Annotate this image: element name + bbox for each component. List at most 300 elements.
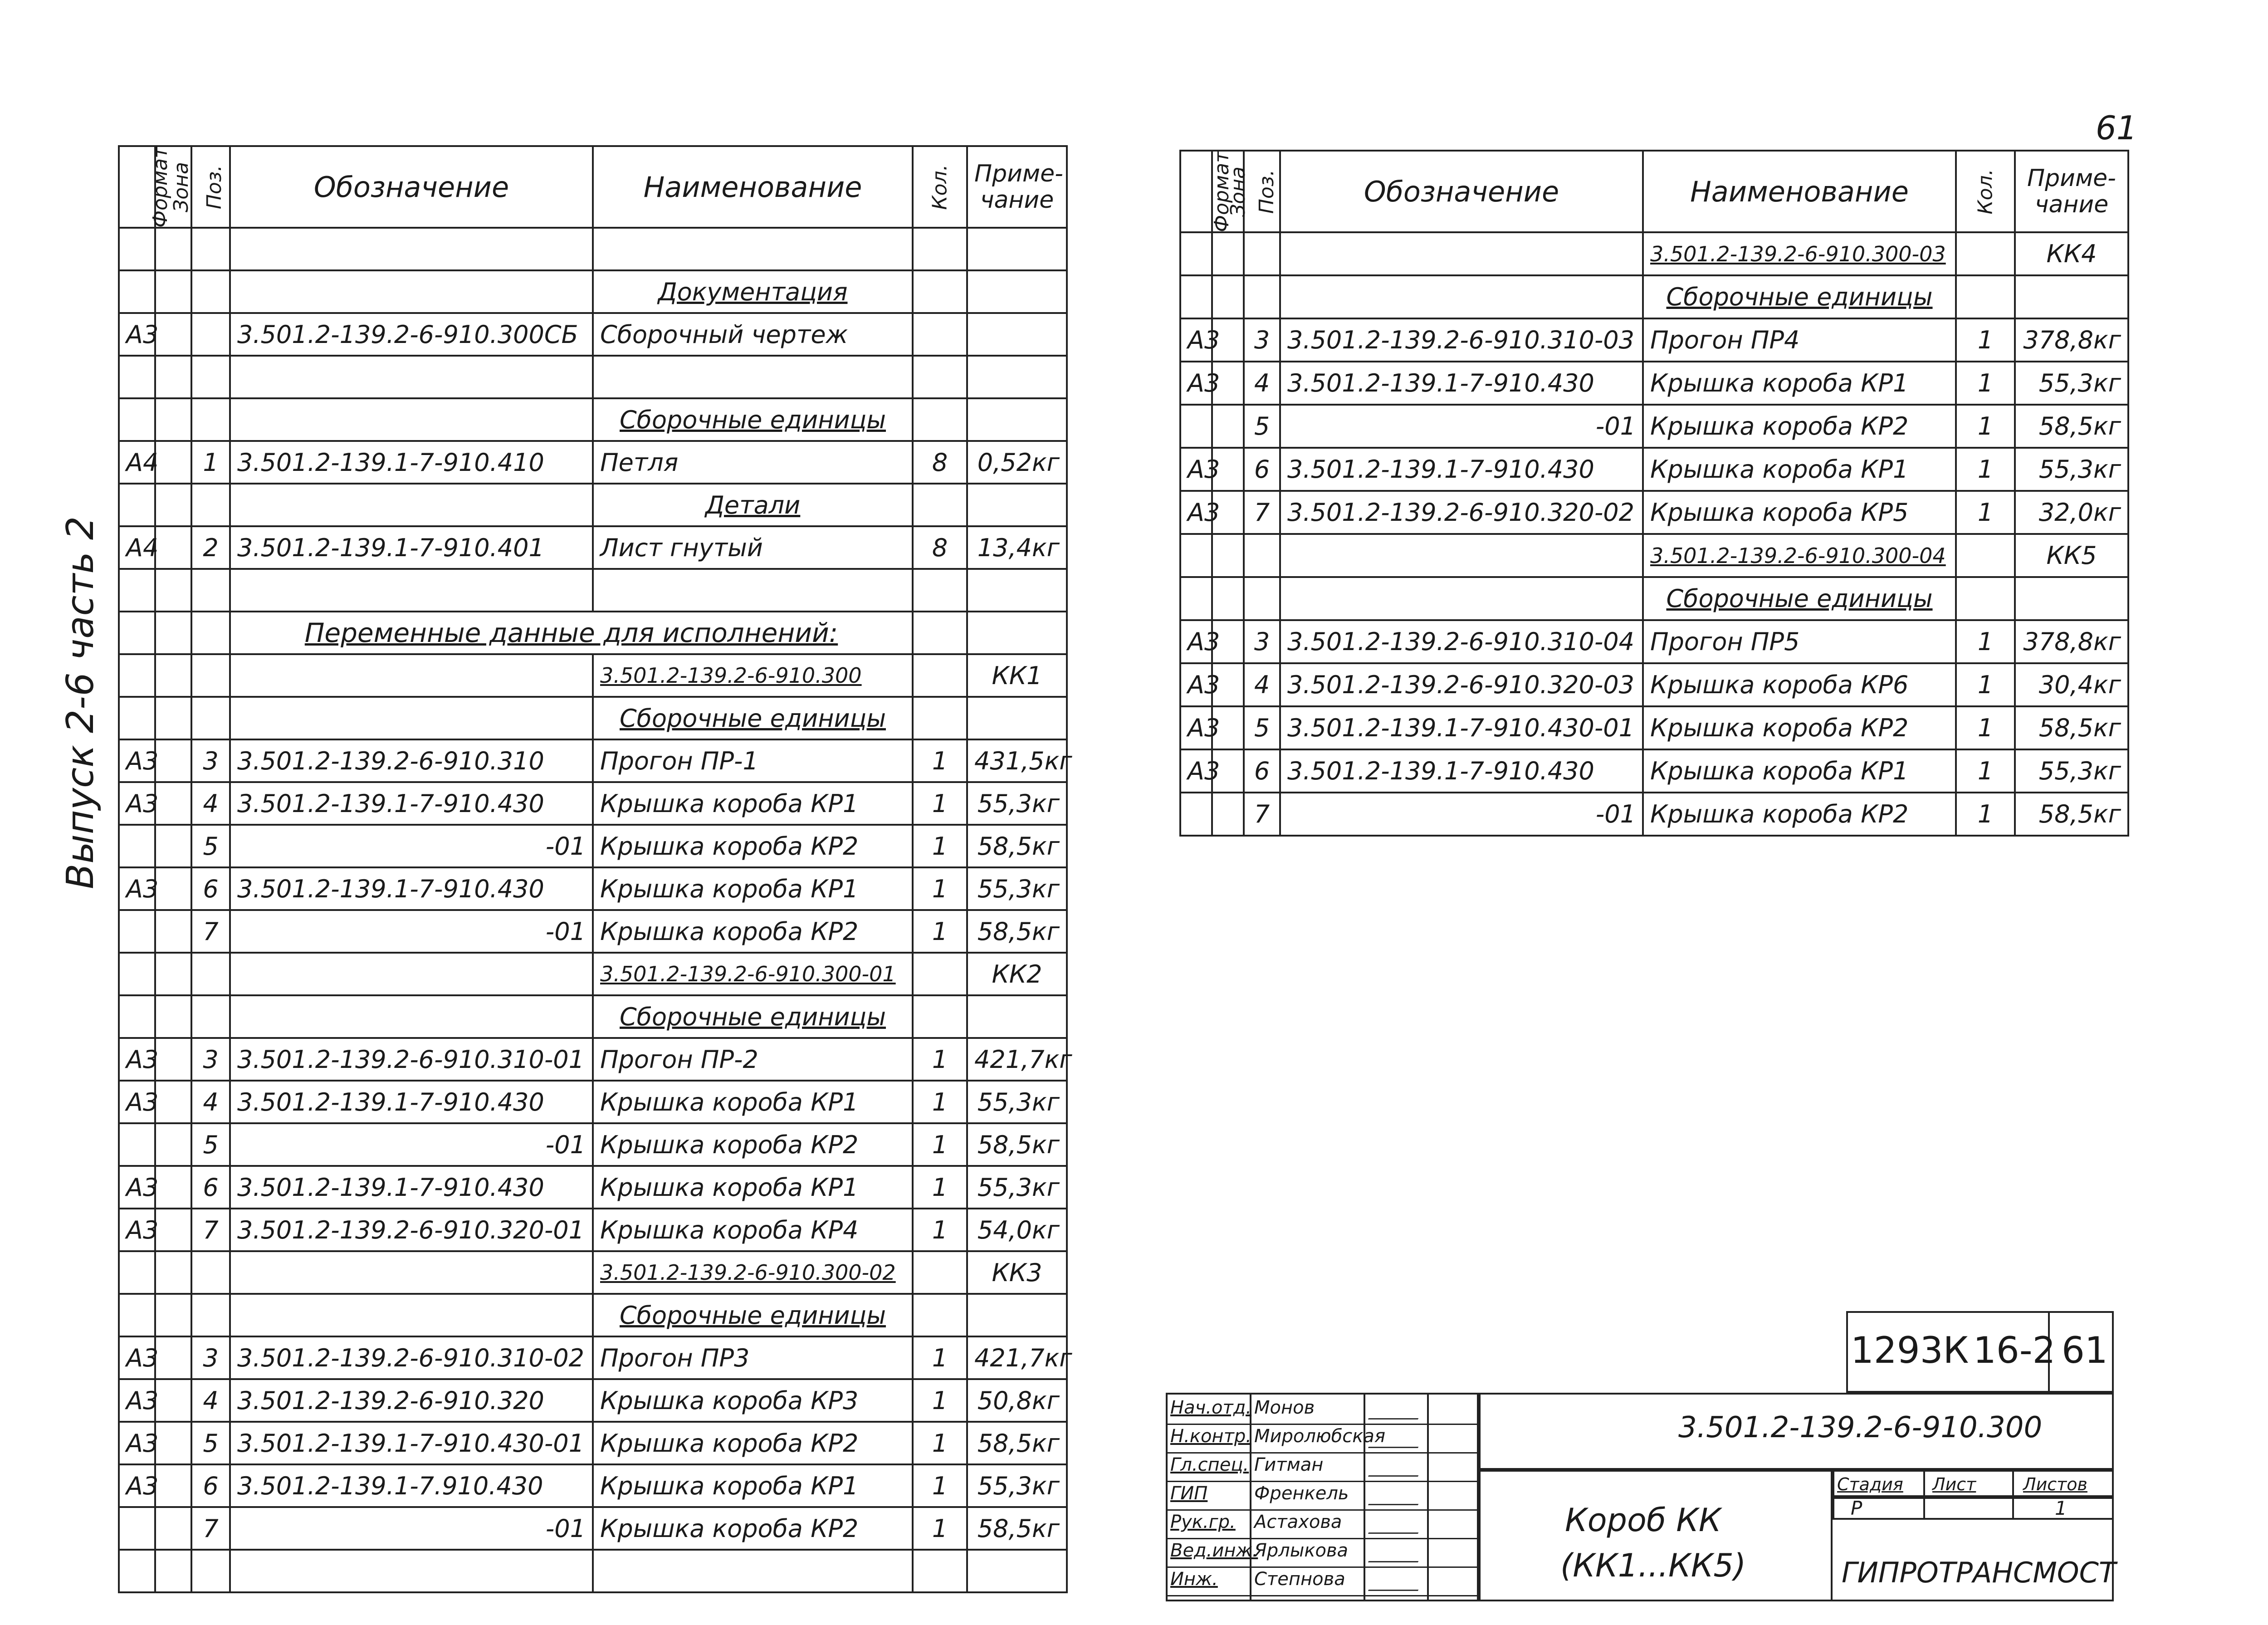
cell-designation: 3.501.2-139.2-6-910.320-01 <box>230 1209 593 1251</box>
table-row <box>119 825 1067 867</box>
cell-pos <box>191 654 230 697</box>
cell-pos <box>191 953 230 995</box>
cell-pos: 6 <box>1244 749 1280 793</box>
table-row <box>119 270 1067 313</box>
cell-note: 58,5кг <box>967 910 1067 953</box>
cell-qty: 1 <box>913 867 967 910</box>
signature-mark <box>1368 1430 1426 1448</box>
cell-note: 378,8кг <box>2015 620 2128 663</box>
cell-designation: 3.501.2-139.2-6-910.310-02 <box>230 1336 593 1379</box>
cell-name: Крышка короба КР5 <box>1643 491 1956 534</box>
cell-format <box>119 228 155 270</box>
cell-qty <box>913 1550 967 1592</box>
cell-name: Крышка короба КР4 <box>593 1209 913 1251</box>
cell-format <box>119 612 155 654</box>
cell-name: Прогон ПР-2 <box>593 1038 913 1081</box>
cell-qty <box>1956 275 2015 318</box>
cell-name: 3.501.2-139.2-6-910.300-02 <box>593 1251 913 1294</box>
cell-zone <box>155 1422 191 1464</box>
cell-qty <box>1956 534 2015 577</box>
cell-pos: 7 <box>191 910 230 953</box>
cell-pos: 6 <box>191 867 230 910</box>
cell-designation: 3.501.2-139.1-7-910.430 <box>230 867 593 910</box>
cell-format: А3 <box>1180 448 1212 491</box>
cell-designation: -01 <box>1280 793 1643 836</box>
signature-mark <box>1368 1545 1426 1562</box>
cell-zone <box>155 1166 191 1209</box>
table-row <box>1180 405 2128 448</box>
table-row <box>1180 232 2128 275</box>
cell-qty <box>913 1251 967 1294</box>
table-row <box>1180 620 2128 663</box>
cell-note: КК5 <box>2015 534 2128 577</box>
cell-pos <box>191 356 230 398</box>
cell-pos <box>191 995 230 1038</box>
stage-value: Р <box>1851 1497 1862 1519</box>
table-row <box>119 1294 1067 1336</box>
table-row <box>119 867 1067 910</box>
cell-format: А3 <box>119 1464 155 1507</box>
cell-name: Прогон ПР3 <box>593 1336 913 1379</box>
table-row <box>1180 275 2128 318</box>
table-row <box>1180 706 2128 749</box>
cell-zone <box>155 356 191 398</box>
table-row <box>119 398 1067 441</box>
cell-zone <box>1212 232 1244 275</box>
cell-designation <box>1280 275 1643 318</box>
left-spec-body <box>119 228 1072 1592</box>
cell-pos <box>191 569 230 612</box>
cell-qty: 1 <box>1956 749 2015 793</box>
cell-format: А3 <box>1180 318 1212 362</box>
cell-pos: 7 <box>1244 793 1280 836</box>
cell-zone <box>155 526 191 569</box>
stamp-person-name: Астахова <box>1254 1512 1342 1532</box>
cell-name: Сборочные единицы <box>1643 275 1956 318</box>
cell-designation: 3.501.2-139.2-6-910.300СБ <box>230 313 593 356</box>
cell-name: Крышка короба КР1 <box>1643 749 1956 793</box>
cell-name <box>593 1550 913 1592</box>
cell-qty: 1 <box>913 1209 967 1251</box>
cell-note: КК2 <box>967 953 1067 995</box>
cell-pos: 4 <box>191 1081 230 1123</box>
table-row <box>119 1038 1067 1081</box>
col-format: Формат <box>1180 151 1212 232</box>
cell-qty: 1 <box>913 1336 967 1379</box>
cell-designation <box>230 270 593 313</box>
cell-qty: 1 <box>913 1123 967 1166</box>
table-row <box>119 782 1067 825</box>
cell-note: 58,5кг <box>967 1123 1067 1166</box>
cell-pos <box>191 697 230 739</box>
cell-format <box>119 1251 155 1294</box>
cell-qty <box>913 484 967 526</box>
table-row <box>119 1209 1067 1251</box>
table-row <box>1180 448 2128 491</box>
cell-format: А3 <box>119 1081 155 1123</box>
cell-format <box>119 825 155 867</box>
cell-note <box>967 1550 1067 1592</box>
sheet-no: 1 <box>2055 1497 2067 1519</box>
cell-note: 58,5кг <box>2015 706 2128 749</box>
cell-zone <box>155 1081 191 1123</box>
cell-name: 3.501.2-139.2-6-910.300-01 <box>593 953 913 995</box>
cell-note <box>967 228 1067 270</box>
album-issue: 16-2 <box>1973 1329 2056 1371</box>
cell-qty: 1 <box>913 1464 967 1507</box>
cell-name: 3.501.2-139.2-6-910.300-04 <box>1643 534 1956 577</box>
cell-pos: 4 <box>191 1379 230 1422</box>
cell-note: 431,5кг <box>967 739 1067 782</box>
signature-mark <box>1368 1516 1426 1534</box>
cell-designation <box>230 1251 593 1294</box>
cell-pos <box>191 398 230 441</box>
stamp-role: ГИП <box>1170 1483 1208 1504</box>
cell-name: Лист гнутый <box>593 526 913 569</box>
cell-note <box>967 313 1067 356</box>
cell-pos: 6 <box>1244 448 1280 491</box>
cell-format: А3 <box>1180 362 1212 405</box>
cell-format <box>1180 275 1212 318</box>
cell-zone <box>1212 534 1244 577</box>
cell-name: Крышка короба КР2 <box>1643 793 1956 836</box>
cell-zone <box>1212 793 1244 836</box>
cell-zone <box>155 569 191 612</box>
album-sheet: 61 <box>2062 1329 2108 1371</box>
cell-zone <box>155 1251 191 1294</box>
cell-qty <box>913 654 967 697</box>
stamp-person-name: Френкель <box>1254 1483 1349 1504</box>
cell-note: 13,4кг <box>967 526 1067 569</box>
cell-qty <box>913 356 967 398</box>
cell-qty: 1 <box>913 1166 967 1209</box>
cell-span-heading: Переменные данные для исполнений: <box>230 612 913 654</box>
cell-name: Крышка короба КР1 <box>593 1166 913 1209</box>
cell-qty <box>913 569 967 612</box>
right-spec-table <box>1179 150 2129 837</box>
signature-mark <box>1368 1402 1426 1419</box>
cell-pos <box>191 313 230 356</box>
table-row <box>119 569 1067 612</box>
cell-designation: -01 <box>230 825 593 867</box>
table-row <box>1180 318 2128 362</box>
cell-designation <box>230 356 593 398</box>
cell-pos <box>1244 534 1280 577</box>
table-row <box>119 484 1067 526</box>
cell-pos <box>191 1550 230 1592</box>
side-note: Выпуск 2-6 часть 2 <box>59 516 102 889</box>
cell-qty: 1 <box>1956 706 2015 749</box>
cell-format <box>119 398 155 441</box>
cell-pos <box>1244 275 1280 318</box>
cell-designation: 3.501.2-139.2-6-910.320-02 <box>1280 491 1643 534</box>
cell-note: КК4 <box>2015 232 2128 275</box>
cell-format: А3 <box>119 1379 155 1422</box>
cell-name: Крышка короба КР2 <box>1643 706 1956 749</box>
table-row <box>1180 793 2128 836</box>
cell-designation: 3.501.2-139.1-7-910.401 <box>230 526 593 569</box>
cell-pos <box>191 270 230 313</box>
cell-qty: 1 <box>913 1379 967 1422</box>
cell-qty: 1 <box>1956 318 2015 362</box>
cell-qty: 8 <box>913 526 967 569</box>
cell-format <box>1180 793 1212 836</box>
col-note: Приме-чание <box>2015 151 2128 232</box>
cell-pos: 7 <box>191 1507 230 1550</box>
cell-qty: 1 <box>913 910 967 953</box>
col-format: Формат <box>119 146 155 228</box>
cell-format <box>1180 534 1212 577</box>
cell-qty <box>913 398 967 441</box>
table-row <box>119 1251 1067 1294</box>
cell-name: 3.501.2-139.2-6-910.300-03 <box>1643 232 1956 275</box>
table-row <box>119 1379 1067 1422</box>
cell-format: А3 <box>1180 620 1212 663</box>
cell-designation <box>1280 534 1643 577</box>
col-name: Наименование <box>593 146 913 228</box>
cell-format: А3 <box>119 1422 155 1464</box>
cell-designation: 3.501.2-139.2-6-910.320 <box>230 1379 593 1422</box>
cell-zone <box>155 1038 191 1081</box>
cell-designation: -01 <box>1280 405 1643 448</box>
cell-name <box>593 356 913 398</box>
cell-designation: 3.501.2-139.2-6-910.310-03 <box>1280 318 1643 362</box>
cell-designation: 3.501.2-139.1-7-910.430 <box>1280 448 1643 491</box>
cell-pos: 4 <box>1244 362 1280 405</box>
cell-name: Сборочные единицы <box>593 398 913 441</box>
cell-pos: 1 <box>191 441 230 484</box>
stamp-role: Гл.спец. <box>1170 1454 1249 1475</box>
cell-format: А3 <box>1180 749 1212 793</box>
stamp-role: Н.контр. <box>1170 1426 1251 1447</box>
header-row <box>1180 151 2128 232</box>
cell-name: Крышка короба КР2 <box>1643 405 1956 448</box>
cell-note: 55,3кг <box>967 1081 1067 1123</box>
cell-qty <box>913 995 967 1038</box>
col-note: Приме-чание <box>967 146 1067 228</box>
signature-mark <box>1368 1459 1426 1477</box>
cell-designation: 3.501.2-139.1-7-910.430-01 <box>230 1422 593 1464</box>
table-row <box>119 228 1067 270</box>
cell-name: Крышка короба КР3 <box>593 1379 913 1422</box>
cell-designation <box>230 484 593 526</box>
cell-designation: -01 <box>230 1507 593 1550</box>
cell-name: Сборочные единицы <box>593 697 913 739</box>
col-designation: Обозначение <box>230 146 593 228</box>
cell-format <box>119 995 155 1038</box>
cell-name: Крышка короба КР2 <box>593 825 913 867</box>
cell-format: А3 <box>1180 663 1212 706</box>
cell-name: Детали <box>593 484 913 526</box>
cell-zone <box>155 739 191 782</box>
cell-zone <box>155 1507 191 1550</box>
cell-note: 30,4кг <box>2015 663 2128 706</box>
cell-note <box>2015 275 2128 318</box>
table-row <box>119 1081 1067 1123</box>
cell-designation: 3.501.2-139.1-7-910.410 <box>230 441 593 484</box>
cell-note: 58,5кг <box>967 1422 1067 1464</box>
table-row <box>119 953 1067 995</box>
signature-mark <box>1368 1573 1426 1591</box>
cell-qty <box>913 953 967 995</box>
cell-note <box>2015 577 2128 620</box>
col-pos: Поз. <box>191 146 230 228</box>
cell-format <box>119 1294 155 1336</box>
cell-note: КК1 <box>967 654 1067 697</box>
cell-qty: 1 <box>913 782 967 825</box>
cell-qty <box>913 313 967 356</box>
stamp-row-line <box>1166 1481 1479 1482</box>
cell-qty: 1 <box>1956 620 2015 663</box>
cell-name: Документация <box>593 270 913 313</box>
cell-pos: 7 <box>1244 491 1280 534</box>
cell-note: 50,8кг <box>967 1379 1067 1422</box>
cell-designation <box>230 654 593 697</box>
cell-zone <box>155 1209 191 1251</box>
cell-pos: 6 <box>191 1464 230 1507</box>
stamp-person-name: Гитман <box>1254 1454 1324 1475</box>
cell-format <box>119 953 155 995</box>
cell-qty <box>1956 577 2015 620</box>
cell-designation: 3.501.2-139.2-6-910.310 <box>230 739 593 782</box>
stamp-row-line <box>1166 1452 1479 1454</box>
cell-note: 58,5кг <box>2015 405 2128 448</box>
cell-name: Сборочные единицы <box>593 995 913 1038</box>
cell-qty: 1 <box>913 739 967 782</box>
sheets-label: Листов <box>2023 1474 2087 1494</box>
cell-zone <box>155 782 191 825</box>
cell-zone <box>155 612 191 654</box>
stamp-role: Вед.инж. <box>1170 1540 1258 1561</box>
cell-designation <box>1280 232 1643 275</box>
cell-format: А4 <box>119 441 155 484</box>
cell-format: А3 <box>1180 491 1212 534</box>
stage-label: Стадия <box>1837 1474 1903 1494</box>
cell-zone <box>155 1464 191 1507</box>
cell-pos: 3 <box>191 1336 230 1379</box>
table-row <box>119 995 1067 1038</box>
cell-zone <box>155 398 191 441</box>
table-row <box>119 739 1067 782</box>
cell-zone <box>1212 405 1244 448</box>
cell-designation <box>230 1550 593 1592</box>
col-qty: Кол. <box>913 146 967 228</box>
cell-name: Крышка короба КР2 <box>593 1422 913 1464</box>
cell-pos <box>1244 577 1280 620</box>
table-row <box>119 1336 1067 1379</box>
cell-format <box>119 569 155 612</box>
cell-designation <box>230 697 593 739</box>
cell-qty: 1 <box>1956 448 2015 491</box>
cell-pos <box>191 484 230 526</box>
page-number: 61 <box>2096 109 2137 147</box>
cell-pos <box>191 1294 230 1336</box>
cell-zone <box>155 441 191 484</box>
cell-name: Крышка короба КР2 <box>593 1507 913 1550</box>
signature-mark <box>1368 1488 1426 1505</box>
cell-name: Сборочные единицы <box>1643 577 1956 620</box>
cell-zone <box>155 697 191 739</box>
cell-note: 55,3кг <box>967 1166 1067 1209</box>
table-row <box>1180 663 2128 706</box>
cell-designation: -01 <box>230 910 593 953</box>
stamp-person-name: Миролюбская <box>1254 1426 1386 1447</box>
cell-designation: 3.501.2-139.1-7-910.430-01 <box>1280 706 1643 749</box>
table-row <box>119 526 1067 569</box>
cell-name: Крышка короба КР1 <box>1643 362 1956 405</box>
cell-qty: 1 <box>1956 362 2015 405</box>
cell-name: Прогон ПР5 <box>1643 620 1956 663</box>
cell-zone <box>155 484 191 526</box>
cell-designation: 3.501.2-139.1-7-910.430 <box>1280 362 1643 405</box>
cell-note: КК3 <box>967 1251 1067 1294</box>
table-row <box>1180 577 2128 620</box>
cell-designation: 3.501.2-139.1-7-910.430 <box>230 1081 593 1123</box>
cell-zone <box>155 995 191 1038</box>
stamp-role: Инж. <box>1170 1569 1218 1590</box>
cell-qty <box>913 697 967 739</box>
cell-pos: 3 <box>1244 620 1280 663</box>
cell-pos: 3 <box>191 739 230 782</box>
col-pos: Поз. <box>1244 151 1280 232</box>
cell-pos: 5 <box>191 1422 230 1464</box>
cell-name: Крышка короба КР1 <box>1643 448 1956 491</box>
cell-note <box>967 612 1067 654</box>
cell-zone <box>155 1123 191 1166</box>
cell-zone <box>155 910 191 953</box>
cell-format: А3 <box>119 782 155 825</box>
cell-designation: 3.501.2-139.1-7-910.430 <box>1280 749 1643 793</box>
table-row <box>1180 749 2128 793</box>
stamp-person-name: Степнова <box>1254 1569 1345 1590</box>
cell-designation <box>230 228 593 270</box>
cell-qty: 1 <box>913 1507 967 1550</box>
cell-name: Крышка короба КР1 <box>593 1081 913 1123</box>
cell-zone <box>155 825 191 867</box>
cell-name: Прогон ПР4 <box>1643 318 1956 362</box>
cell-pos: 5 <box>191 1123 230 1166</box>
cell-designation <box>230 953 593 995</box>
cell-name: Прогон ПР-1 <box>593 739 913 782</box>
cell-format: А3 <box>119 867 155 910</box>
cell-format <box>119 654 155 697</box>
table-row <box>1180 362 2128 405</box>
cell-pos: 5 <box>1244 405 1280 448</box>
cell-qty <box>913 270 967 313</box>
cell-note <box>967 1294 1067 1336</box>
title-block <box>1166 1311 2114 1601</box>
cell-note <box>967 356 1067 398</box>
cell-zone <box>155 1294 191 1336</box>
cell-qty <box>913 228 967 270</box>
cell-name <box>593 569 913 612</box>
cell-pos: 4 <box>191 782 230 825</box>
cell-qty: 1 <box>913 825 967 867</box>
cell-note: 58,5кг <box>967 1507 1067 1550</box>
cell-name: Крышка короба КР2 <box>593 1123 913 1166</box>
table-row <box>119 1123 1067 1166</box>
doc-code: 3.501.2-139.2-6-910.300 <box>1678 1411 2043 1444</box>
cell-note <box>967 995 1067 1038</box>
cell-zone <box>1212 275 1244 318</box>
stamp-person-name: Ярлыкова <box>1254 1540 1349 1561</box>
left-spec-table <box>118 145 1072 1593</box>
cell-zone <box>155 228 191 270</box>
cell-designation: 3.501.2-139.1-7.910.430 <box>230 1464 593 1507</box>
cell-note: 58,5кг <box>2015 793 2128 836</box>
cell-note: 55,3кг <box>967 782 1067 825</box>
cell-zone <box>155 867 191 910</box>
